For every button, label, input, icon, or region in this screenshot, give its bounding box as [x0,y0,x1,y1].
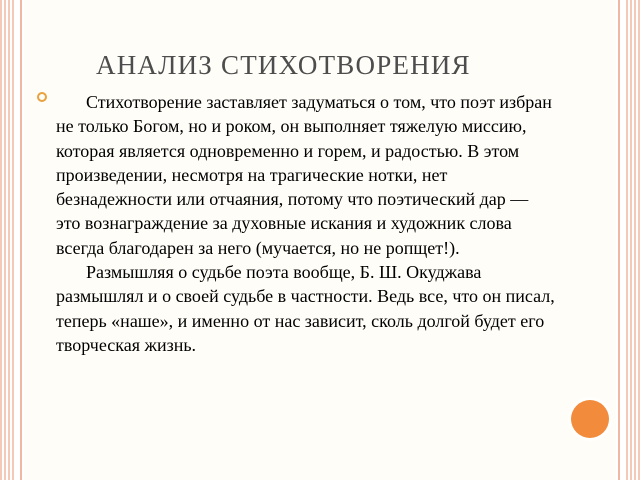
slide-body [56,90,556,357]
left-frame-border [0,0,14,480]
right-frame-border [626,0,640,480]
body-paragraph-1: Стихотворение заставляет задуматься о том, что поэт избран не только Богом, но и роком, он выполняет тяжелую миссию, которая является одновременно и горем, и радостью. В этом произведении, несмотря на трагические нотки, нет безнадежности или отчаяния, потому что поэтический дар — это вознаграждение за духовные искания и художник слова всегда благодарен за него (мучается, но не ропщет!). [56,92,552,258]
bullet-ring-icon [37,92,47,102]
right-frame-line [618,0,620,480]
body-paragraph-2: Размышляя о судьбе поэта вообще, Б. Ш. Окуджава размышлял и о своей судьбе в частности. Ведь все, что он писал, теперь «наше», и именно от нас зависит, сколь долгой будет его творческая жизнь. [56,262,555,355]
slide-title: АНАЛИЗ СТИХОТВОРЕНИЯ [96,50,471,80]
left-frame-line [20,0,22,480]
orange-circle-icon [571,400,609,438]
